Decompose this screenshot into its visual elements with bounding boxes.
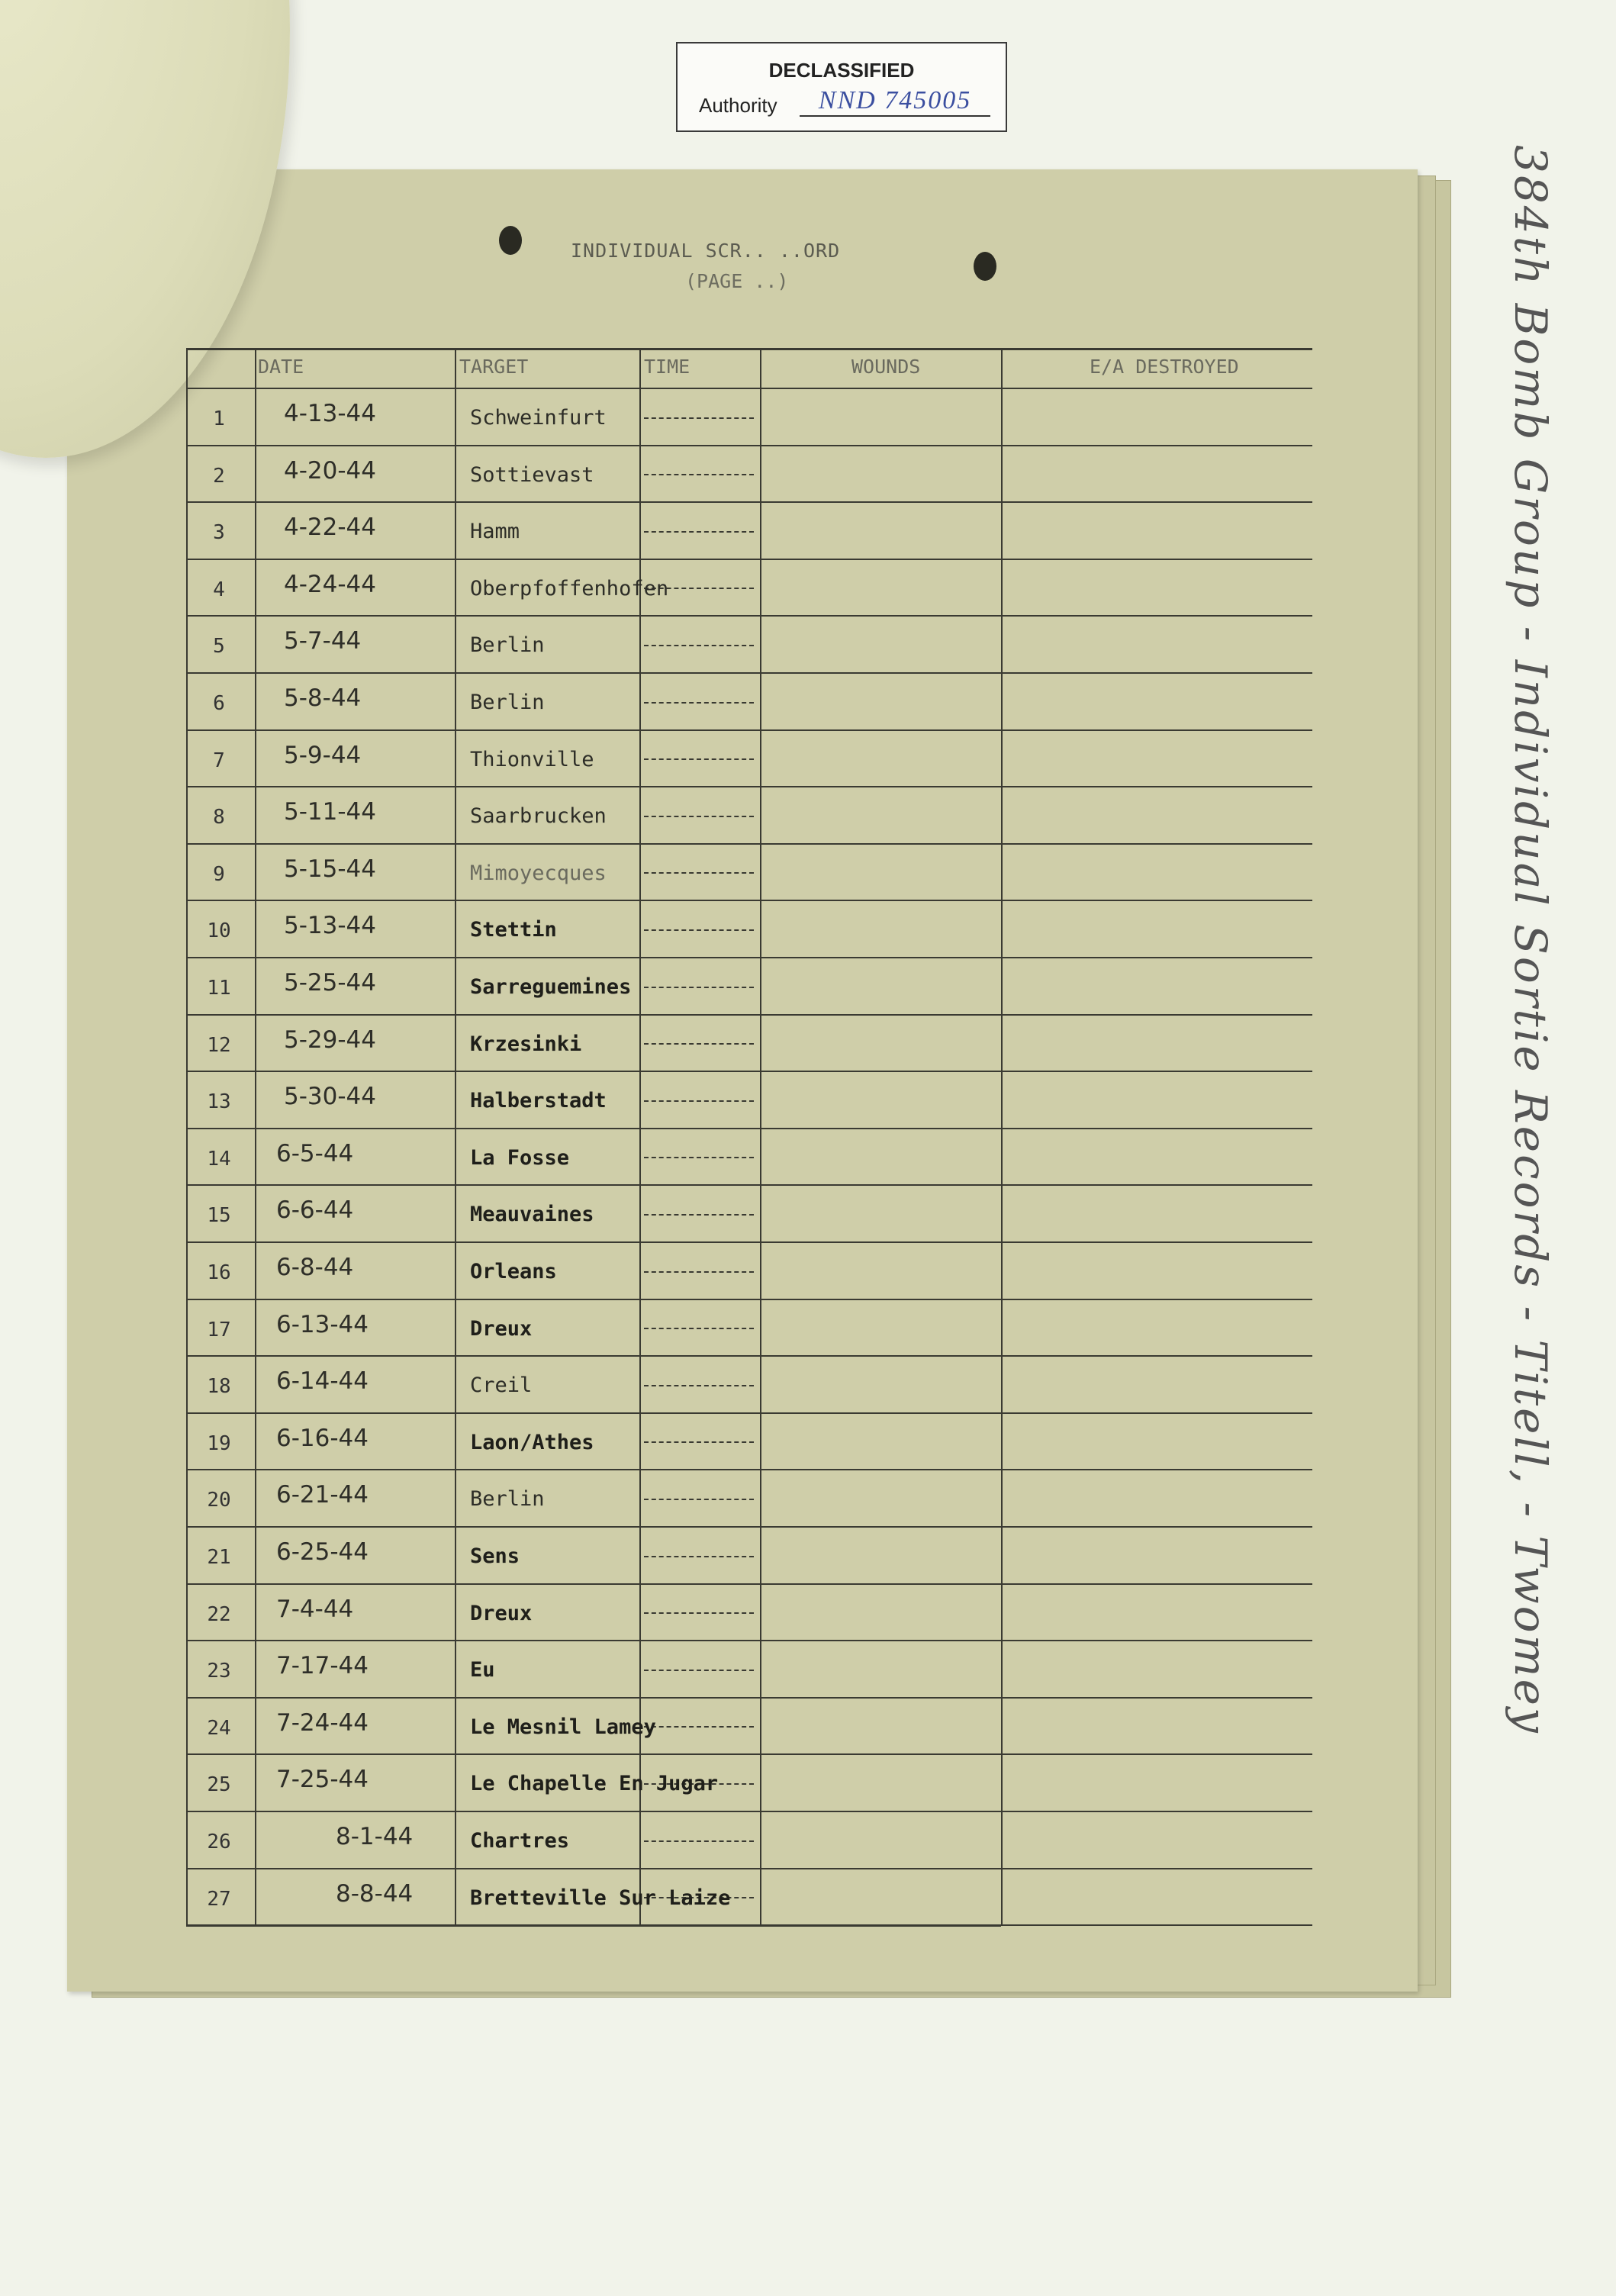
time-dash xyxy=(644,1670,754,1671)
row-rule xyxy=(1001,729,1312,731)
sortie-date: 6-25-44 xyxy=(276,1538,369,1566)
time-dash xyxy=(644,1043,754,1045)
row-rule xyxy=(1001,1299,1312,1300)
row-number: 19 xyxy=(207,1431,231,1455)
sortie-target: Sarreguemines xyxy=(470,975,632,999)
sortie-target: Le Mesnil Lamey xyxy=(470,1715,656,1739)
row-rule xyxy=(186,1299,1001,1300)
time-dash xyxy=(644,531,754,533)
time-dash xyxy=(644,645,754,646)
sortie-target: Le Chapelle En Jugar xyxy=(470,1772,719,1796)
header-time: TIME xyxy=(644,356,691,378)
row-number: 12 xyxy=(207,1033,231,1057)
row-rule xyxy=(1001,900,1312,901)
column-rule xyxy=(455,348,456,1924)
sortie-date: 4-20-44 xyxy=(284,456,376,485)
sortie-target: Meauvaines xyxy=(470,1203,594,1227)
row-rule xyxy=(1001,1128,1312,1129)
row-number: 6 xyxy=(213,692,225,715)
sortie-target: Sens xyxy=(470,1544,520,1568)
sortie-target: Dreux xyxy=(470,1601,533,1625)
sortie-target: Berlin xyxy=(470,691,545,714)
sortie-date: 6-8-44 xyxy=(276,1254,354,1281)
sortie-target: Oberpfoffenhofen xyxy=(470,576,669,601)
row-number: 7 xyxy=(213,749,225,772)
row-rule xyxy=(186,1241,1001,1243)
row-rule xyxy=(186,1753,1001,1755)
row-rule xyxy=(1001,786,1312,787)
declassified-stamp xyxy=(676,42,1007,132)
sortie-date: 5-8-44 xyxy=(284,684,362,712)
row-number: 2 xyxy=(213,464,225,488)
row-rule xyxy=(186,1868,1001,1869)
row-number: 10 xyxy=(207,919,231,943)
row-rule xyxy=(186,900,1001,901)
row-rule xyxy=(1001,1924,1312,1926)
sortie-target: Dreux xyxy=(470,1316,533,1341)
time-dash xyxy=(644,474,754,475)
row-rule xyxy=(1001,501,1312,503)
column-rule xyxy=(760,348,761,1924)
time-dash xyxy=(644,1214,754,1216)
row-rule xyxy=(186,1071,1001,1072)
form-title: INDIVIDUAL SCR.. ..ORD xyxy=(571,240,841,262)
row-rule xyxy=(186,1640,1001,1641)
sortie-target: Halberstadt xyxy=(470,1089,607,1113)
sortie-date: 6-14-44 xyxy=(276,1367,369,1396)
row-rule xyxy=(1001,1583,1312,1585)
row-rule xyxy=(1001,1184,1312,1186)
header-ea-destroyed: E/A DESTROYED xyxy=(1090,356,1239,378)
punch-hole xyxy=(974,252,996,281)
time-dash xyxy=(644,1385,754,1386)
sortie-target: Berlin xyxy=(470,1487,545,1512)
sortie-target: Sottievast xyxy=(470,462,594,487)
sortie-date: 6-5-44 xyxy=(276,1139,354,1167)
sortie-date: 7-24-44 xyxy=(276,1708,369,1737)
time-dash xyxy=(644,1157,754,1158)
time-dash xyxy=(644,1499,754,1500)
row-rule xyxy=(1001,1241,1312,1243)
row-number: 1 xyxy=(213,407,225,430)
sortie-date: 5-15-44 xyxy=(284,855,376,883)
time-dash xyxy=(644,872,754,874)
stamp-authority-value: NND 745005 xyxy=(800,86,990,117)
row-number: 13 xyxy=(207,1090,231,1114)
sortie-target: La Fosse xyxy=(470,1145,570,1170)
time-dash xyxy=(644,1100,754,1102)
header-target: TARGET xyxy=(459,356,529,378)
row-number: 23 xyxy=(207,1660,231,1683)
row-rule xyxy=(1001,1071,1312,1072)
sortie-target: Chartres xyxy=(470,1829,570,1853)
row-number: 9 xyxy=(213,862,225,886)
row-number: 18 xyxy=(207,1375,231,1399)
sortie-date: 6-13-44 xyxy=(276,1310,369,1338)
sortie-date: 5-11-44 xyxy=(284,798,376,826)
sortie-record-sheet xyxy=(67,169,1418,1992)
row-number: 5 xyxy=(213,635,225,659)
row-number: 27 xyxy=(207,1887,231,1911)
row-rule xyxy=(186,843,1001,845)
sortie-target: Creil xyxy=(470,1373,533,1398)
row-rule xyxy=(186,1811,1001,1812)
time-dash xyxy=(644,1726,754,1728)
row-rule xyxy=(186,1184,1001,1186)
header-date: DATE xyxy=(258,356,304,378)
time-dash xyxy=(644,1271,754,1273)
row-rule xyxy=(1001,1697,1312,1699)
sortie-date: 5-30-44 xyxy=(284,1083,376,1111)
row-rule xyxy=(186,672,1001,674)
sortie-date: 5-9-44 xyxy=(284,741,362,769)
row-number: 26 xyxy=(207,1831,231,1853)
sortie-target: Eu xyxy=(470,1658,495,1683)
sortie-target: Mimoyecques xyxy=(470,861,607,885)
row-rule xyxy=(186,1697,1001,1699)
row-rule xyxy=(186,1014,1001,1016)
header-rule xyxy=(186,388,1312,389)
row-rule xyxy=(1001,445,1312,446)
row-rule xyxy=(1001,672,1312,674)
row-number: 25 xyxy=(207,1773,231,1797)
row-rule xyxy=(1001,1526,1312,1528)
sortie-target: Laon/Athes xyxy=(470,1430,594,1454)
time-dash xyxy=(644,816,754,817)
row-number: 20 xyxy=(207,1489,231,1512)
row-rule xyxy=(186,501,1001,503)
column-rule xyxy=(255,348,256,1924)
row-rule xyxy=(186,615,1001,617)
sortie-date: 5-29-44 xyxy=(284,1026,376,1054)
sortie-date: 6-16-44 xyxy=(276,1424,369,1452)
sortie-date: 5-25-44 xyxy=(284,969,376,997)
time-dash xyxy=(644,929,754,931)
time-dash xyxy=(644,417,754,419)
row-rule xyxy=(1001,1355,1312,1357)
row-rule xyxy=(186,1412,1001,1414)
column-rule xyxy=(186,348,188,1924)
sortie-date: 5-13-44 xyxy=(284,912,376,940)
time-dash xyxy=(644,987,754,988)
row-rule xyxy=(1001,1412,1312,1414)
sortie-target: Orleans xyxy=(470,1260,557,1283)
row-number: 8 xyxy=(213,806,225,829)
sortie-date: 7-4-44 xyxy=(276,1595,354,1623)
row-rule xyxy=(186,729,1001,731)
row-number: 4 xyxy=(213,578,225,601)
stamp-title: DECLASSIFIED xyxy=(768,59,915,82)
sortie-target: Stettin xyxy=(470,918,557,942)
row-rule xyxy=(1001,1811,1312,1812)
header-wounds: WOUNDS xyxy=(851,356,921,378)
row-number: 22 xyxy=(207,1602,231,1626)
row-rule xyxy=(186,1469,1001,1470)
row-number: 21 xyxy=(207,1546,231,1569)
time-dash xyxy=(644,1328,754,1329)
sortie-date: 5-7-44 xyxy=(284,627,362,655)
row-number: 14 xyxy=(207,1147,231,1171)
sortie-date: 6-21-44 xyxy=(276,1481,369,1509)
sortie-date: 7-17-44 xyxy=(276,1652,369,1680)
row-rule xyxy=(1001,1469,1312,1470)
sortie-date: 6-6-44 xyxy=(276,1196,354,1225)
row-rule xyxy=(186,1526,1001,1528)
row-number: 17 xyxy=(207,1318,231,1341)
table-bottom-rule xyxy=(186,1924,1001,1927)
row-rule xyxy=(186,1355,1001,1357)
row-rule xyxy=(1001,1640,1312,1641)
row-rule xyxy=(1001,1014,1312,1016)
punch-hole xyxy=(499,226,522,255)
sortie-date: 4-13-44 xyxy=(284,400,376,427)
sortie-date: 7-25-44 xyxy=(276,1766,369,1794)
row-rule xyxy=(1001,1753,1312,1755)
form-subtitle: (PAGE ..) xyxy=(685,270,789,292)
row-number: 16 xyxy=(207,1261,231,1284)
sortie-date: 4-24-44 xyxy=(284,570,376,598)
row-number: 11 xyxy=(207,977,231,1000)
row-number: 24 xyxy=(207,1716,231,1740)
sortie-date: 8-8-44 xyxy=(336,1879,414,1908)
sortie-target: Schweinfurt xyxy=(470,406,607,430)
sortie-target: Thionville xyxy=(470,747,594,771)
sortie-date: 4-22-44 xyxy=(284,514,376,542)
time-dash xyxy=(644,1612,754,1614)
row-rule xyxy=(1001,957,1312,958)
row-rule xyxy=(186,1583,1001,1585)
sortie-target: Hamm xyxy=(470,520,520,544)
sortie-date: 8-1-44 xyxy=(336,1823,414,1850)
column-rule xyxy=(1001,348,1003,1924)
time-dash xyxy=(644,702,754,704)
row-rule xyxy=(186,1128,1001,1129)
row-rule xyxy=(1001,1868,1312,1869)
row-number: 15 xyxy=(207,1204,231,1228)
time-dash xyxy=(644,1441,754,1443)
time-dash xyxy=(644,1840,754,1842)
sortie-target: Saarbrucken xyxy=(470,804,607,829)
sortie-target: Bretteville Sur Laize xyxy=(470,1885,731,1910)
row-rule xyxy=(1001,843,1312,845)
row-rule xyxy=(186,445,1001,446)
sortie-target: Krzesinki xyxy=(470,1032,582,1056)
time-dash xyxy=(644,1556,754,1557)
row-rule xyxy=(186,957,1001,958)
row-rule xyxy=(186,786,1001,787)
row-number: 3 xyxy=(213,521,225,545)
row-rule xyxy=(1001,559,1312,560)
row-rule xyxy=(1001,615,1312,617)
table-top-rule xyxy=(186,348,1312,350)
sortie-target: Berlin xyxy=(470,633,545,658)
row-rule xyxy=(186,559,1001,560)
time-dash xyxy=(644,758,754,760)
stamp-authority-label: Authority xyxy=(699,94,777,117)
